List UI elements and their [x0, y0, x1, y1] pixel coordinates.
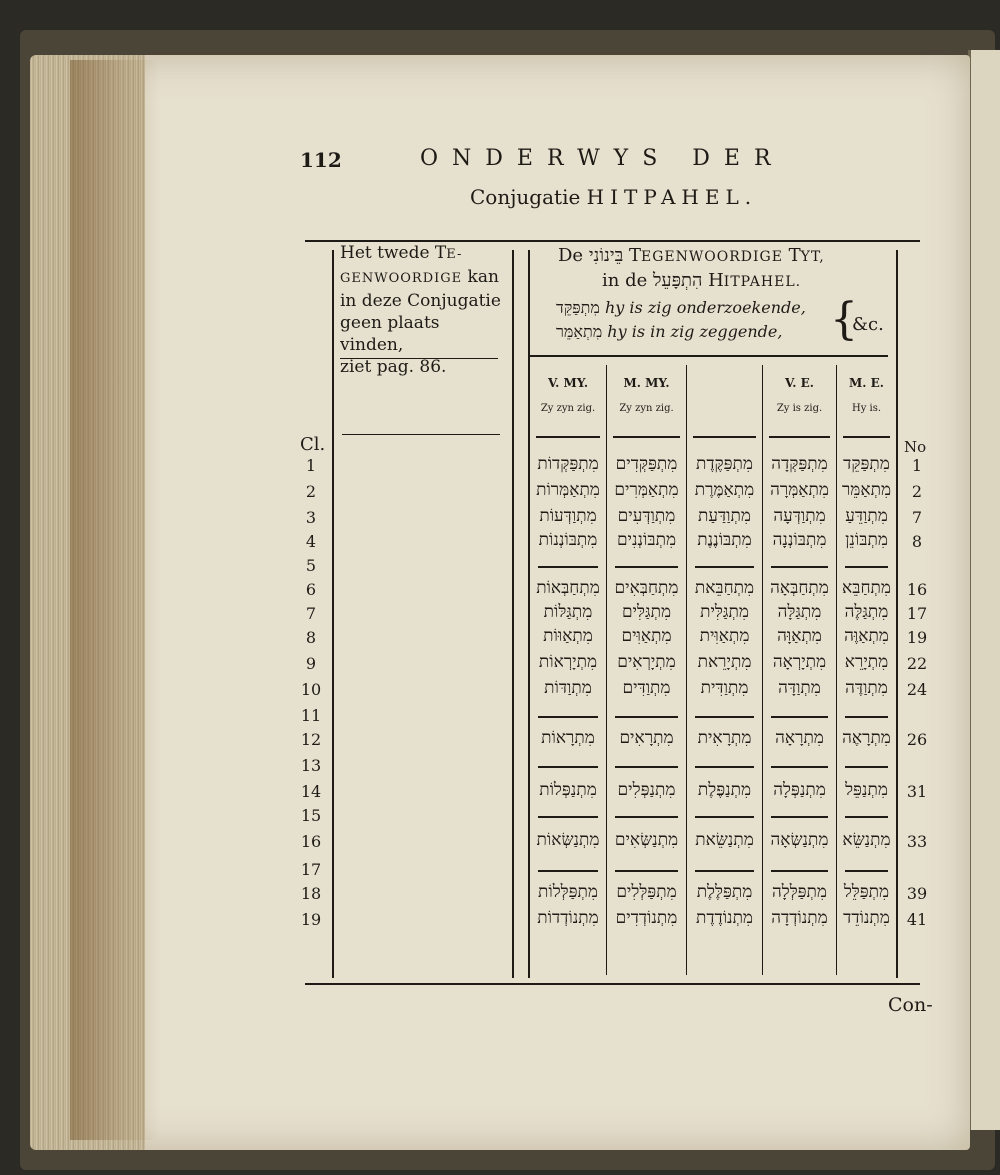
empty-row-rule	[695, 816, 754, 818]
conjugation-cell: מִתְפַּלְּלוֹת	[538, 882, 598, 902]
etc-label: &c.	[852, 314, 884, 335]
heading-rule	[530, 355, 888, 357]
note-line: E-	[446, 247, 463, 262]
reference-number: 24	[906, 680, 928, 699]
conjugation-cell: מִתְגַּלֶּה	[844, 602, 889, 622]
conjugation-cell: מִתְחַבְּאִים	[614, 578, 679, 598]
reference-number: 33	[906, 832, 928, 851]
reference-number: 39	[906, 884, 928, 903]
conjugation-cell: מִתְרָאִים	[619, 728, 674, 748]
note-line: kan	[462, 267, 499, 287]
conjugation-cell: מִתְפַּקֵּד	[843, 454, 890, 474]
subtitle-name: HITPAHEL.	[586, 185, 758, 209]
class-number: 7	[305, 604, 317, 623]
reference-number: 16	[906, 580, 928, 599]
empty-row-rule	[695, 766, 754, 768]
reference-number: 1	[911, 456, 923, 475]
conjugation-cell: מִתְוַדּוֹת	[544, 678, 592, 698]
conjugation-cell: מִתְוַדָּה	[778, 678, 821, 698]
column-header-rule	[693, 436, 756, 438]
conjugation-cell: מִתְגַּלָּה	[777, 602, 822, 622]
reference-number: 7	[911, 508, 923, 527]
conjugation-cell: מִתְפַּלְּלִים	[616, 882, 677, 902]
conjugation-cell: מִתְוַדְּעִים	[617, 506, 676, 526]
conjugation-cell: מִתְרָאוֹת	[541, 728, 595, 748]
header-rule	[342, 434, 500, 435]
conjugation-cell: מִתְנַפְּלוֹת	[539, 780, 597, 800]
conjugation-cell: מִתְאַוּוֹת	[543, 626, 593, 646]
heading-text: in de	[602, 270, 648, 291]
conjugation-subtitle	[470, 185, 757, 209]
conjugation-cell: מִתְאַמְּרָה	[770, 480, 829, 500]
empty-row-rule	[771, 566, 828, 568]
empty-row-rule	[845, 816, 888, 818]
conjugation-cell: מִתְאַמֵּר	[841, 480, 892, 500]
column-header-rule	[843, 436, 890, 438]
conjugation-cell: מִתְנוֹדֵד	[843, 908, 890, 928]
column-header-gloss: Zy is zig.	[776, 403, 823, 414]
brace-glyph: {	[830, 294, 858, 345]
column-header-abbr: M. MY.	[623, 376, 670, 390]
empty-row-rule	[845, 870, 888, 872]
note-line: GENWOORDIGE	[340, 271, 463, 286]
conjugation-cell: מִתְאַמְּרִים	[614, 480, 679, 500]
heading-text: YT,	[800, 249, 825, 265]
class-number: 6	[305, 580, 317, 599]
table-bottom-rule	[305, 983, 920, 985]
reference-number: 41	[906, 910, 928, 929]
conjugation-cell: מִתְבּוֹנְנָה	[772, 530, 827, 550]
conjugation-cell: מִתְיָרְאוֹת	[538, 652, 598, 672]
conjugation-cell: מִתְחַבְּאוֹת	[536, 578, 600, 598]
class-number: 19	[300, 910, 322, 929]
number-column-label: No	[904, 438, 927, 456]
class-number: 5	[305, 556, 317, 575]
conjugation-cell: מִתְאַוָּה	[777, 626, 822, 646]
conjugation-cell: מִתְנוֹדְדָה	[771, 908, 828, 928]
empty-row-rule	[845, 766, 888, 768]
conjugation-cell: מִתְחַבֵּא	[842, 578, 891, 598]
left-note	[340, 242, 505, 378]
empty-row-rule	[615, 816, 678, 818]
empty-row-rule	[615, 766, 678, 768]
conjugation-cell: מִתְוַדְּעוֹת	[539, 506, 597, 526]
empty-row-rule	[538, 566, 598, 568]
class-number: 10	[300, 680, 322, 699]
conjugation-cell: מִתְפַּקְּדוֹת	[537, 454, 599, 474]
column-header-abbr: V. MY.	[547, 376, 589, 390]
reference-number: 31	[906, 782, 928, 801]
main-heading	[558, 244, 825, 294]
verb-gloss: hy is in zig zeggende,	[607, 322, 783, 341]
example-verb-2	[556, 322, 782, 342]
conjugation-cell: מִתְיָרְאָה	[772, 652, 827, 672]
conjugation-cell: מִתְפַּלְּלָה	[771, 882, 828, 902]
conjugation-cell: מִתְגַּלִּית	[700, 602, 749, 622]
conjugation-cell: מִתְיָרֵאת	[697, 652, 752, 672]
empty-row-rule	[538, 716, 598, 718]
reference-number: 19	[906, 628, 928, 647]
running-head	[300, 140, 860, 180]
empty-row-rule	[615, 870, 678, 872]
empty-row-rule	[538, 766, 598, 768]
conjugation-cell: מִתְאַמְּרוֹת	[536, 480, 600, 500]
column-header-abbr: M. E.	[849, 376, 884, 390]
empty-row-rule	[695, 566, 754, 568]
class-number: 13	[300, 756, 322, 775]
page-number: 112	[300, 148, 342, 172]
conjugation-cell: מִתְנַשֵּׂא	[842, 830, 891, 850]
conjugation-cell: מִתְרָאִית	[697, 728, 752, 748]
conjugation-cell: מִתְנַפְּלָה	[773, 780, 826, 800]
page-gutter-shadow	[70, 60, 160, 1140]
conjugation-cell: מִתְוַדֶּה	[845, 678, 888, 698]
conjugation-cell: מִתְחַבְּאָה	[770, 578, 829, 598]
class-number: 17	[300, 860, 322, 879]
conjugation-cell: מִתְאַוִּים	[621, 626, 672, 646]
verb-hebrew: מִתְפַּקֵּד	[556, 298, 600, 317]
conjugation-cell: מִתְוַדֵּעַ	[845, 506, 888, 526]
empty-row-rule	[695, 870, 754, 872]
empty-row-rule	[615, 716, 678, 718]
verb-hebrew: מִתְאַמֵּר	[556, 322, 603, 341]
conjugation-cell: מִתְנַשְּׂאִים	[614, 830, 679, 850]
note-line: ziet pag. 86.	[340, 357, 447, 377]
empty-row-rule	[771, 766, 828, 768]
class-number: 15	[300, 806, 322, 825]
class-number: 8	[305, 628, 317, 647]
reference-number: 8	[911, 532, 923, 551]
conjugation-cell: מִתְנַשְּׂאָה	[770, 830, 829, 850]
reference-number: 26	[906, 730, 928, 749]
class-number: 9	[305, 654, 317, 673]
heading-text: ITPAHEL.	[723, 274, 802, 290]
class-column-label: Cl.	[300, 434, 326, 455]
conjugation-cell: מִתְגַּלּוֹת	[543, 602, 593, 622]
empty-row-rule	[771, 816, 828, 818]
heading-text: T	[629, 245, 642, 266]
conjugation-cell: מִתְאַוִּית	[699, 626, 750, 646]
empty-row-rule	[615, 566, 678, 568]
column-header-gloss: Zy zyn zig.	[540, 403, 596, 414]
conjugation-cell: מִתְבּוֹנְנִים	[616, 530, 677, 550]
class-number: 4	[305, 532, 317, 551]
facing-page-edge	[968, 50, 1000, 1130]
reference-number: 17	[906, 604, 928, 623]
reference-number: 22	[906, 654, 928, 673]
heading-text: T	[782, 245, 801, 266]
heading-text: De	[558, 245, 584, 266]
column-header-rule	[536, 436, 600, 438]
column-header-rule	[769, 436, 830, 438]
empty-row-rule	[845, 716, 888, 718]
column-header-gloss: Zy zyn zig.	[619, 403, 674, 414]
class-number: 11	[300, 706, 322, 725]
class-number: 3	[305, 508, 317, 527]
conjugation-cell: מִתְנוֹדֶדֶת	[695, 908, 754, 928]
conjugation-cell: מִתְפַּקְּדָה	[771, 454, 828, 474]
conjugation-cell: מִתְרָאָה	[775, 728, 824, 748]
conjugation-cell: מִתְגַּלִּים	[621, 602, 672, 622]
empty-row-rule	[771, 870, 828, 872]
conjugation-cell: מִתְוַדַּעַת	[698, 506, 751, 526]
conjugation-cell: מִתְיָרֵא	[844, 652, 889, 672]
conjugation-cell: מִתְאַמֶּרֶת	[694, 480, 755, 500]
class-number: 12	[300, 730, 322, 749]
column-rule	[512, 250, 514, 978]
heading-hebrew: בֵּינוֹנִי	[588, 245, 624, 266]
class-number: 2	[305, 482, 317, 501]
empty-row-rule	[845, 566, 888, 568]
empty-row-rule	[695, 716, 754, 718]
conjugation-cell: מִתְאַוֶּה	[844, 626, 889, 646]
catchword: Con-	[888, 994, 933, 1016]
conjugation-cell: מִתְוַדִּית	[700, 678, 749, 698]
class-number: 16	[300, 832, 322, 851]
conjugation-cell: מִתְנַפֶּלֶת	[697, 780, 752, 800]
heading-text: EGENWOORDIGE	[641, 249, 783, 265]
class-number: 14	[300, 782, 322, 801]
conjugation-cell: מִתְיָרְאִים	[617, 652, 676, 672]
conjugation-cell: מִתְנוֹדְדוֹת	[537, 908, 599, 928]
conjugation-cell: מִתְפַּקְּדִים	[615, 454, 678, 474]
conjugation-cell: מִתְפַּקֶּדֶת	[696, 454, 753, 474]
conjugation-cell: מִתְוַדִּים	[622, 678, 671, 698]
class-number: 1	[305, 456, 317, 475]
heading-text: H	[708, 270, 724, 291]
conjugation-cell: מִתְנַפֵּל	[845, 780, 888, 800]
subtitle-prefix: Conjugatie	[470, 185, 581, 209]
heading-hebrew: הִתְפָּעֵל	[652, 270, 703, 291]
note-line: in deze Conjugatie	[340, 291, 501, 311]
column-header-rule	[613, 436, 680, 438]
running-title: ONDERWYS DER	[420, 146, 785, 171]
empty-row-rule	[538, 870, 598, 872]
conjugation-cell: מִתְנַשֵּׂאת	[695, 830, 754, 850]
example-verb-1	[556, 298, 806, 318]
conjugation-cell: מִתְנוֹדְדִים	[615, 908, 678, 928]
column-rule	[332, 250, 334, 978]
conjugation-cell: מִתְבּוֹנֶנֶת	[697, 530, 752, 550]
conjugation-cell: מִתְנַפְּלִים	[617, 780, 676, 800]
class-number: 18	[300, 884, 322, 903]
reference-number: 2	[911, 482, 923, 501]
conjugation-cell: מִתְוַדְּעָה	[773, 506, 826, 526]
column-header-gloss: Hy is.	[851, 403, 882, 414]
verb-gloss: hy is zig onderzoekende,	[604, 298, 806, 317]
note-line: geen plaats vinden,	[340, 313, 440, 355]
empty-row-rule	[771, 716, 828, 718]
note-line: Het twede T	[340, 243, 447, 263]
conjugation-cell: מִתְפַּלֵּל	[843, 882, 890, 902]
empty-row-rule	[538, 816, 598, 818]
column-header-abbr: V. E.	[785, 376, 814, 390]
conjugation-cell: מִתְנַשְּׂאוֹת	[536, 830, 600, 850]
column-rule	[896, 250, 898, 978]
conjugation-cell: מִתְרָאֶה	[842, 728, 891, 748]
conjugation-cell: מִתְבּוֹנְנוֹת	[538, 530, 598, 550]
conjugation-cell: מִתְחַבֵּאת	[694, 578, 755, 598]
conjugation-cell: מִתְפַּלֶּלֶת	[696, 882, 753, 902]
conjugation-cell: מִתְבּוֹנֵן	[845, 530, 888, 550]
